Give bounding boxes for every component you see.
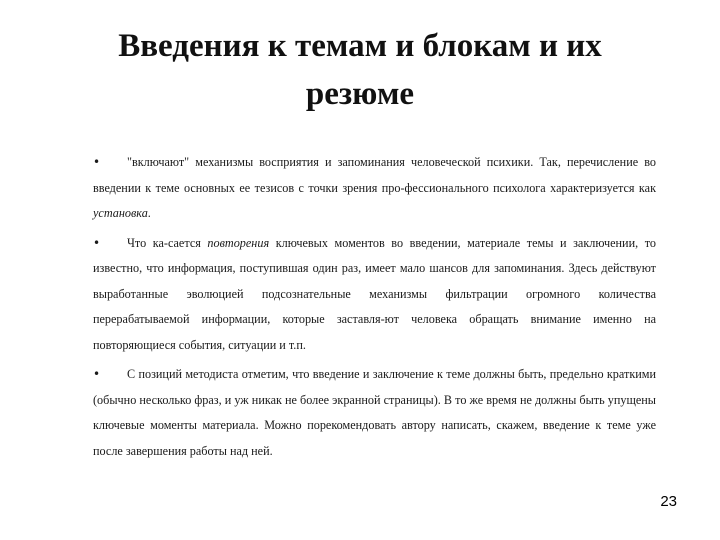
title-line-2: резюме	[305, 76, 415, 112]
title-line-1: Введения к темам и блокам и их	[118, 28, 602, 64]
bullet-icon: •	[93, 155, 101, 169]
bullet-icon: •	[93, 367, 101, 381]
page-title	[0, 22, 720, 118]
paragraph-2-text: Что ка-сается	[127, 235, 208, 250]
paragraph-2-tail: ключевых моментов во введении, материале темы и заключении, то известно, что информация, поступившая один раз, имеет мало шансов для запоминания. Здесь действуют выработанные эволюцией подсознательные механизмы фильтрации огромного количества перерабатываемой информации, которые заставля-ют человека обращать внимание именно на повторяющиеся события, ситуации и т.п.	[93, 235, 656, 352]
paragraph-3	[93, 362, 656, 464]
paragraph-3-text: С позиций методиста отметим, что введение и заключение к теме должны быть, предельно краткими (обычно несколько фраз, и уж никак не более экранной страницы). В то же время не должны быть упущены ключевые моменты материала. Можно порекомендовать автору написать, скажем, введение к теме уже после завершения работы над ней.	[93, 367, 656, 458]
paragraph-2-emphasis: повторения	[207, 235, 270, 250]
paragraph-1-emphasis: установка	[93, 206, 148, 220]
paragraph-1-tail: .	[147, 206, 151, 220]
paragraph-2	[93, 231, 656, 359]
paragraph-1	[93, 150, 656, 227]
bullet-icon: •	[93, 235, 101, 250]
body-text	[93, 150, 656, 468]
paragraph-1-text: "включают" механизмы восприятия и запоминания человеческой психики. Так, перечисление во введении к теме основных ее тезисов с точки зрения про-фессионального психолога характеризуется как	[93, 155, 656, 195]
page-number: 23	[660, 493, 677, 510]
